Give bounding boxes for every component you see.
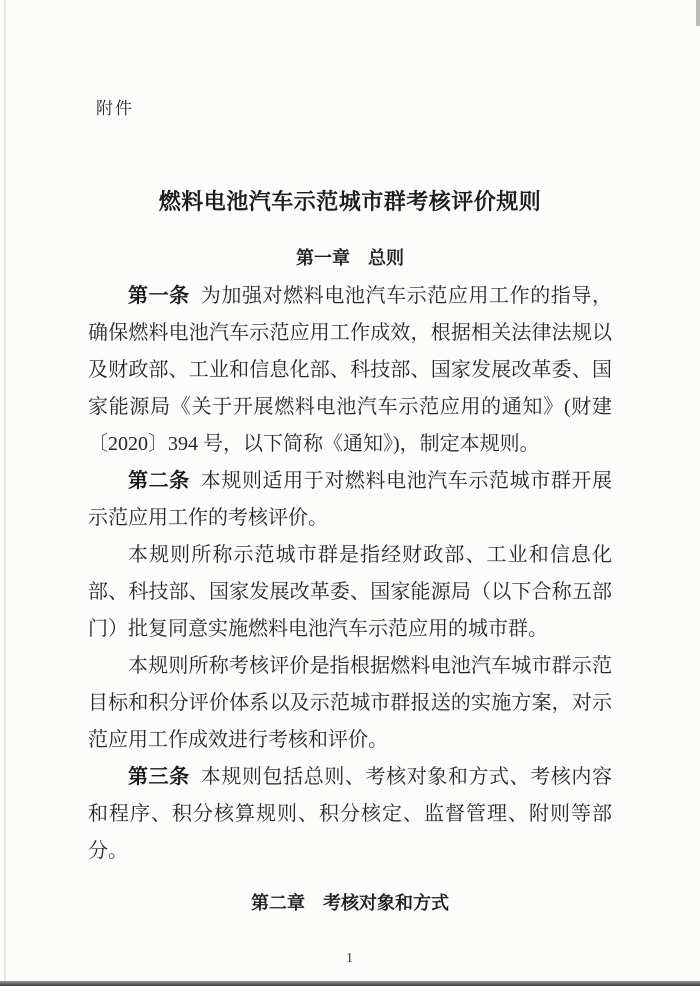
paragraph-article-3	[88, 759, 612, 870]
paragraph-definition-evaluation	[88, 648, 612, 759]
document-title: 燃料电池汽车示范城市群考核评价规则	[158, 189, 542, 214]
scanner-bar-artifact	[0, 981, 700, 986]
page-number: 1	[346, 951, 354, 966]
article-2-number: 第二条	[128, 470, 190, 492]
chapter-2-heading: 第二章 考核对象和方式	[251, 893, 449, 913]
article-3-number: 第三条	[128, 766, 190, 788]
attachment-label: 附件	[96, 99, 134, 118]
chapter-1-body	[88, 278, 612, 870]
paragraph-4-text: 本规则所称考核评价是指根据燃料电池汽车城市群示范目标和积分评价体系以及示范城市群报送的实施方案，对示范应用工作成效进行考核和评价。	[88, 655, 612, 751]
scan-corner-artifact	[696, 0, 700, 26]
article-1-number: 第一条	[128, 285, 190, 307]
paragraph-article-1	[88, 278, 612, 463]
article-1-text: 为加强对燃料电池汽车示范应用工作的指导，确保燃料电池汽车示范应用工作成效，根据相关法律法规以及财政部、工业和信息化部、科技部、国家发展改革委、国家能源局《关于开展燃料电池汽车示范应用的通知》(财建〔2020〕394 号，以下简称《通知》)，制定本规则。	[88, 285, 613, 455]
paragraph-definition-citygroup	[88, 537, 612, 648]
article-2-text: 本规则适用于对燃料电池汽车示范城市群开展示范应用工作的考核评价。	[88, 470, 613, 529]
article-3-text: 本规则包括总则、考核对象和方式、考核内容和程序、积分核算规则、积分核定、监督管理、附则等部分。	[88, 766, 613, 862]
chapter-1-heading: 第一章 总则	[296, 248, 404, 268]
document-content	[0, 98, 700, 967]
paragraph-3-text: 本规则所称示范城市群是指经财政部、工业和信息化部、科技部、国家发展改革委、国家能源局（以下合称五部门）批复同意实施燃料电池汽车示范应用的城市群。	[88, 544, 612, 640]
paragraph-article-2	[88, 463, 612, 537]
